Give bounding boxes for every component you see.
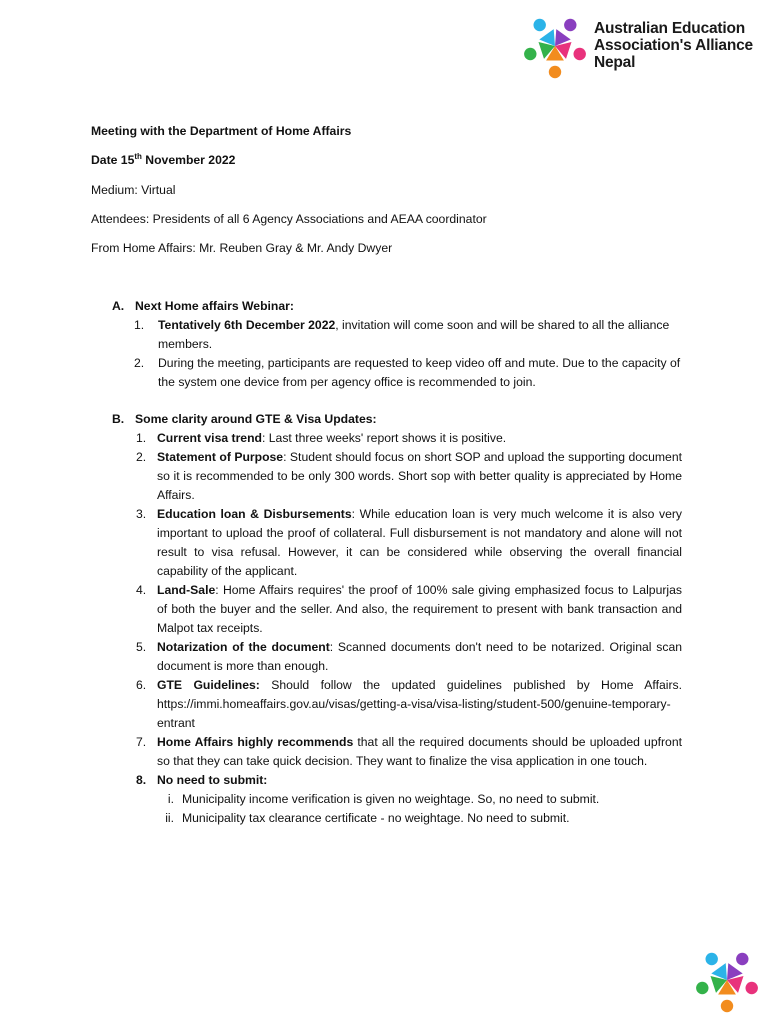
section-a [112,297,682,392]
list-item-text [157,505,682,581]
list-item [112,505,682,581]
list-item-body: : Scanned documents don't need to be notarized. Original scan document is more than enough. [157,640,683,673]
list-item [112,316,682,354]
section-title: Some clarity around GTE & Visa Updates: [135,412,377,426]
meeting-title: Meeting with the Department of Home Affairs [91,124,352,138]
list-item-bold-text: Statement of Purpose [157,450,284,464]
star-people-icon [520,10,590,80]
logo-person-head [721,1000,733,1012]
logo-person-head [524,48,536,60]
organization-name [594,20,753,71]
list-item-number: 2. [134,356,145,370]
list-item-number: 8. [136,773,147,787]
organization-name-line1: Australian Education [594,20,746,37]
list-item [112,771,682,790]
list-item-body: , invitation will come soon and will be shared to all the alliance members. [158,318,670,351]
date-prefix: Date 15 [91,153,135,167]
logo-person-head [574,48,586,60]
footer-logo [692,944,762,1020]
meeting-date [91,151,235,170]
meeting-medium: Medium: Virtual [91,183,176,197]
list-item-bold-text: Home Affairs highly recommends [157,735,354,749]
logo-person-head [736,953,748,965]
list-item [112,638,682,676]
list-item-body: that all the required documents should be uploaded upfront so that they can take quick decision. They want to finalize the visa application in one touch. [157,735,682,768]
list-item-number: 2. [136,450,147,464]
list-item-number: 1. [134,318,145,332]
list-item-bold-text: Tentatively 6th December 2022 [158,318,336,332]
list-item [112,448,682,505]
home-affairs-attendees: From Home Affairs: Mr. Reuben Gray & Mr. Andy Dwyer [91,241,393,255]
list-item-body: During the meeting, participants are requested to keep video off and mute. Due to the capacity of the system one device from per agency office is recommended to join. [158,356,681,389]
list-item-number: 4. [136,583,147,597]
logo-person-head [549,66,561,78]
list-item [112,429,682,448]
section-b-heading [112,410,682,429]
list-item-text [158,354,682,392]
list-item-text [157,638,682,676]
sub-list-item [112,790,682,809]
sub-list-item-number: i. [167,792,174,806]
date-superscript: th [134,151,142,161]
organization-name-line3: Nepal [594,54,636,71]
list-item-bold-text: GTE Guidelines: [157,678,260,692]
list-item [112,676,682,733]
list-item-body: Should follow the updated guidelines published by Home Affairs. https://immi.homeaffairs.gov.au/visas/getting-a-visa/visa-listing/student-500/genuine-temporary-entrant [157,678,682,730]
list-item-bold-text: Education loan & Disbursements [157,507,352,521]
sub-list-item-text: Municipality tax clearance certificate - no weightage. No need to submit. [182,811,570,825]
list-item-number: 7. [136,735,147,749]
list-item-text [157,771,682,790]
list-item [112,733,682,771]
section-b-sublist [112,790,682,828]
list-item-number: 1. [136,431,147,445]
logo-person-head [706,953,718,965]
sub-list-item [112,809,682,828]
section-a-list [112,316,682,392]
list-item-text [157,733,682,771]
organization-name-line2: Association's Alliance [594,37,753,54]
organization-logo [520,10,766,82]
list-item-body: : While education loan is very much welcome it is also very important to upload the proof of collateral. Full disbursement is not mandatory and alone will not result to visa refusal. However, it can be considered while observing the overall financial capability of the applicant. [157,507,682,578]
list-item-text [157,676,682,733]
list-item-bold-text: Land-Sale [157,583,216,597]
list-item-number: 3. [136,507,147,521]
list-item-bold-text: No need to submit: [157,773,268,787]
section-letter: B. [112,412,125,426]
list-item-text [157,448,682,505]
list-item-number: 5. [136,640,147,654]
logo-person-head [696,982,708,994]
section-a-heading [112,297,682,316]
list-item-body: : Last three weeks' report shows it is positive. [261,431,507,445]
list-item-bold-text: Current visa trend [157,431,262,445]
list-item-number: 6. [136,678,147,692]
sub-list-item-text: Municipality income verification is given no weightage. So, no need to submit. [182,792,600,806]
sub-list-item-number: ii. [165,811,174,825]
logo-person-head [746,982,758,994]
list-item [112,354,682,392]
logo-person-head [564,19,576,31]
section-title: Next Home affairs Webinar: [135,299,294,313]
list-item-text [157,581,682,638]
list-item-body: : Home Affairs requires' the proof of 100% sale giving emphasized focus to Lalpurjas of both the buyer and the seller. And also, the requirement to present with bank transaction and Malpot tax receipts. [157,583,682,635]
list-item-text [158,316,682,354]
list-item-body: : Student should focus on short SOP and upload the supporting document so it is recommended to be only 300 words. Short sop with better quality is appreciated by Home Affairs. [157,450,682,502]
section-b-list [112,429,682,790]
meeting-attendees: Attendees: Presidents of all 6 Agency Associations and AEAA coordinator [91,212,487,226]
section-b [112,410,682,828]
star-people-icon [692,944,762,1014]
list-item [112,581,682,638]
list-item-bold-text: Notarization of the document [157,640,330,654]
logo-person-head [534,19,546,31]
date-suffix: November 2022 [141,153,236,167]
list-item-text [157,429,682,448]
section-letter: A. [112,299,125,313]
